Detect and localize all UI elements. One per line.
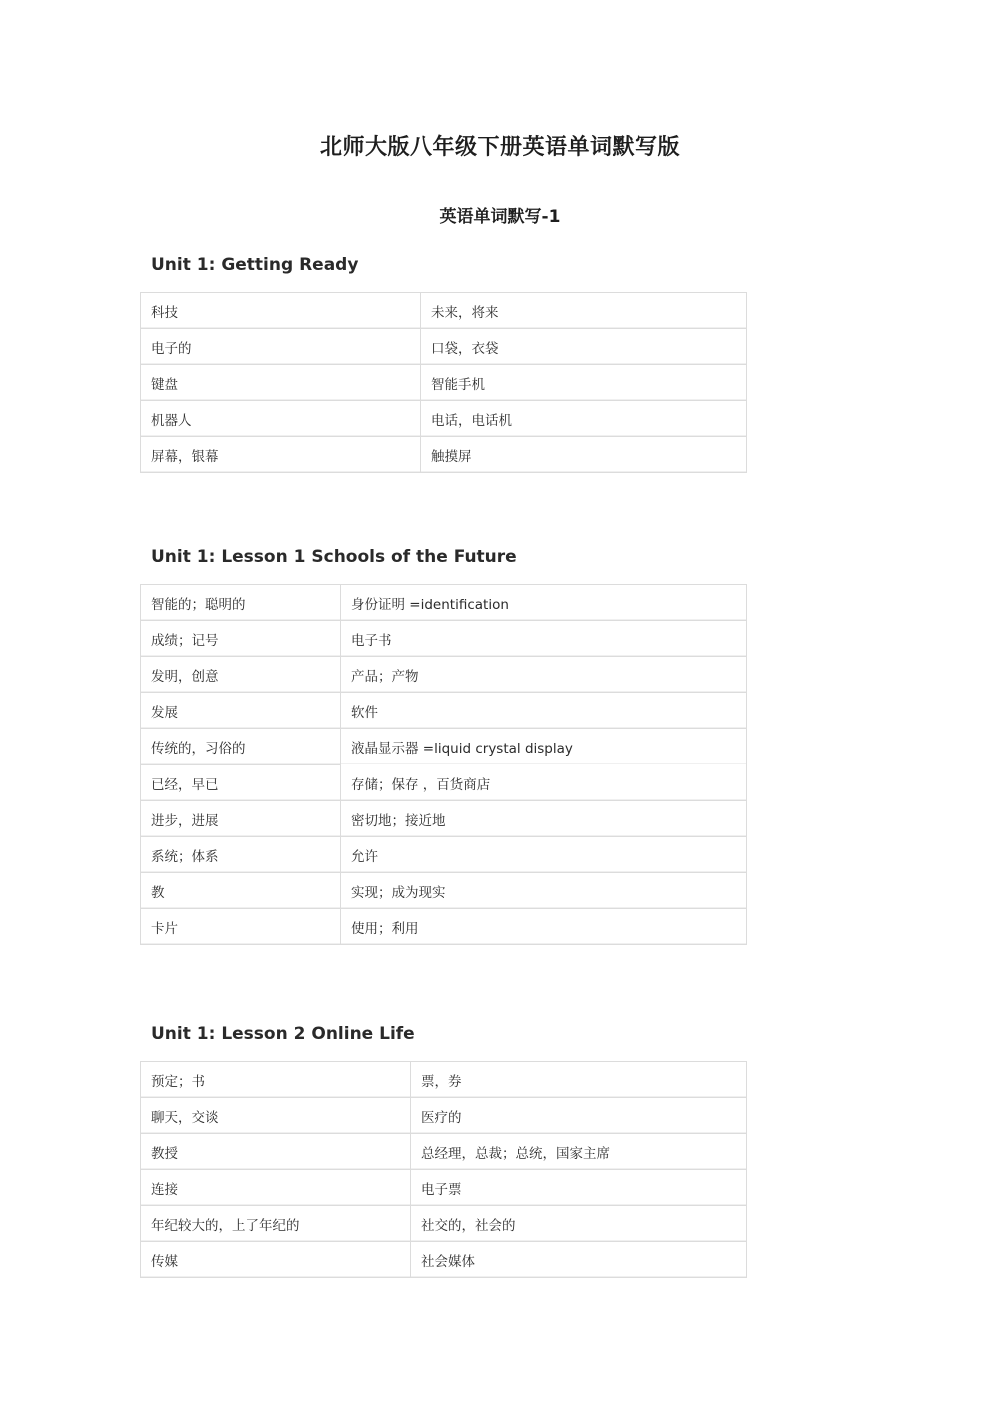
table-row — [141, 1206, 747, 1242]
table-cell: 电子票 — [411, 1170, 747, 1206]
table-cell: 密切地；接近地 — [341, 801, 747, 837]
table-cell: 发明，创意 — [141, 657, 341, 693]
table-cell: 系统；体系 — [141, 837, 341, 873]
table-row — [141, 837, 747, 873]
table-row — [141, 1062, 747, 1098]
table-cell: 传统的，习俗的 — [141, 729, 341, 765]
table-row — [141, 909, 747, 945]
table-cell: 电话，电话机 — [421, 401, 747, 437]
table-cell: 机器人 — [141, 401, 421, 437]
table-row — [141, 401, 747, 437]
table-cell: 产品；产物 — [341, 657, 747, 693]
table-cell: 允许 — [341, 837, 747, 873]
table-cell: 发展 — [141, 693, 341, 729]
table-cell: 医疗的 — [411, 1098, 747, 1134]
table-cell: 触摸屏 — [421, 437, 747, 473]
table-row — [141, 1098, 747, 1134]
section-heading: Unit 1: Getting Ready — [151, 255, 359, 275]
table-row — [141, 437, 747, 473]
table-cell: 键盘 — [141, 365, 421, 401]
vocab-table — [140, 292, 747, 473]
table-row — [141, 621, 747, 657]
table-row — [141, 1170, 747, 1206]
table-row — [141, 1242, 747, 1278]
vocab-table — [140, 584, 747, 945]
table-cell: 液晶显示器 =liquid crystal display — [341, 729, 747, 765]
table-cell: 未来，将来 — [421, 293, 747, 329]
table-cell: 存储；保存 ，百货商店 — [341, 765, 747, 801]
table-cell: 年纪较大的，上了年纪的 — [141, 1206, 411, 1242]
table-cell: 智能的；聪明的 — [141, 585, 341, 621]
table-cell: 预定；书 — [141, 1062, 411, 1098]
table-cell: 连接 — [141, 1170, 411, 1206]
table-cell: 口袋，衣袋 — [421, 329, 747, 365]
table-cell: 总经理，总裁；总统，国家主席 — [411, 1134, 747, 1170]
document-subtitle: 英语单词默写-1 — [439, 207, 561, 227]
table-cell: 传媒 — [141, 1242, 411, 1278]
table-cell: 使用；利用 — [341, 909, 747, 945]
table-cell: 进步，进展 — [141, 801, 341, 837]
table-row — [141, 657, 747, 693]
table-cell: 成绩；记号 — [141, 621, 341, 657]
document-title: 北师大版八年级下册英语单词默写版 — [319, 135, 680, 160]
table-cell: 实现；成为现实 — [341, 873, 747, 909]
table-cell: 智能手机 — [421, 365, 747, 401]
table-cell: 社交的，社会的 — [411, 1206, 747, 1242]
table-row — [141, 1134, 747, 1170]
table-row — [141, 585, 747, 621]
table-cell: 已经，早已 — [141, 765, 341, 801]
table-cell: 身份证明 =identification — [341, 585, 747, 621]
table-row — [141, 293, 747, 329]
table-cell: 电子的 — [141, 329, 421, 365]
table-row — [141, 729, 747, 765]
table-row — [141, 329, 747, 365]
table-cell: 屏幕，银幕 — [141, 437, 421, 473]
table-cell: 票，券 — [411, 1062, 747, 1098]
table-cell: 教授 — [141, 1134, 411, 1170]
table-row — [141, 765, 747, 801]
table-cell: 教 — [141, 873, 341, 909]
table-row — [141, 801, 747, 837]
section-lesson-1 — [140, 544, 746, 945]
table-cell: 社会媒体 — [411, 1242, 747, 1278]
table-cell: 聊天，交谈 — [141, 1098, 411, 1134]
vocab-table — [140, 1061, 747, 1278]
table-cell: 卡片 — [141, 909, 341, 945]
table-row — [141, 873, 747, 909]
table-cell: 电子书 — [341, 621, 747, 657]
section-getting-ready — [140, 252, 746, 473]
table-cell: 软件 — [341, 693, 747, 729]
section-heading: Unit 1: Lesson 1 Schools of the Future — [151, 547, 517, 567]
section-heading: Unit 1: Lesson 2 Online Life — [151, 1024, 415, 1044]
section-lesson-2 — [140, 1021, 746, 1278]
table-row — [141, 693, 747, 729]
table-row — [141, 365, 747, 401]
table-cell: 科技 — [141, 293, 421, 329]
